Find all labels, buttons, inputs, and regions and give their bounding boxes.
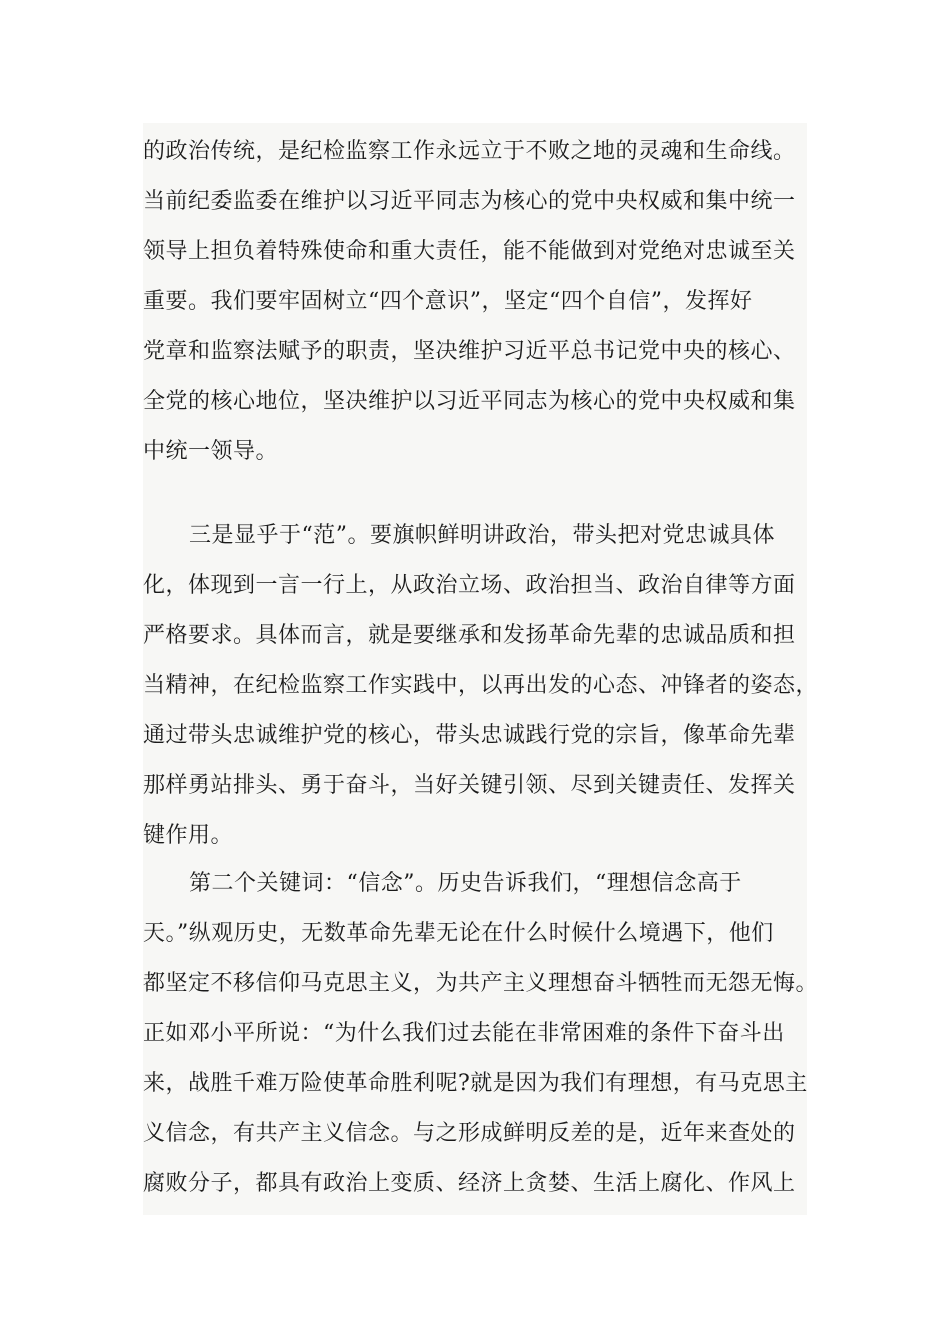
paragraph-2 (143, 511, 819, 861)
text-line: 键作用。 (143, 823, 234, 848)
text-line: 第二个关键词：“信念”。历史告诉我们，“理想信念高于 (189, 871, 742, 896)
text-line: 重要。我们要牢固树立“四个意识”，坚定“四个自信”，发挥好 (143, 289, 753, 314)
text-line: 天。”纵观历史，无数革命先辈无论在什么时候什么境遇下，他们 (143, 921, 774, 946)
text-line: 三是显乎于“范”。要旗帜鲜明讲政治，带头把对党忠诚具体 (189, 523, 775, 548)
text-line: 当前纪委监委在维护以习近平同志为核心的党中央权威和集中统一 (143, 189, 796, 214)
text-line: 来，战胜千难万险使革命胜利呢?就是因为我们有理想，有马克思主 (143, 1071, 808, 1096)
paragraph-3 (143, 859, 819, 1209)
text-line: 全党的核心地位，坚决维护以习近平同志为核心的党中央权威和集 (143, 389, 796, 414)
paragraph-1 (143, 127, 807, 477)
text-line: 正如邓小平所说：“为什么我们过去能在非常困难的条件下奋斗出 (143, 1021, 785, 1046)
text-line: 领导上担负着特殊使命和重大责任，能不能做到对党绝对忠诚至关 (143, 239, 796, 264)
text-line: 党章和监察法赋予的职责，坚决维护习近平总书记党中央的核心、 (143, 339, 796, 364)
text-line: 那样勇站排头、勇于奋斗，当好关键引领、尽到关键责任、发挥关 (143, 773, 796, 798)
text-line: 化，体现到一言一行上，从政治立场、政治担当、政治自律等方面 (143, 573, 796, 598)
text-line: 通过带头忠诚维护党的核心，带头忠诚践行党的宗旨，像革命先辈 (143, 723, 796, 748)
text-line: 的政治传统，是纪检监察工作永远立于不败之地的灵魂和生命线。 (143, 139, 796, 164)
text-line: 当精神，在纪检监察工作实践中，以再出发的心态、冲锋者的姿态， (143, 673, 819, 698)
text-line: 腐败分子，都具有政治上变质、经济上贪婪、生活上腐化、作风上 (143, 1171, 796, 1196)
document-body (143, 123, 819, 1215)
text-line: 义信念，有共产主义信念。与之形成鲜明反差的是，近年来查处的 (143, 1121, 796, 1146)
text-line: 严格要求。具体而言，就是要继承和发扬革命先辈的忠诚品质和担 (143, 623, 796, 648)
text-line: 中统一领导。 (143, 439, 279, 464)
text-line: 都坚定不移信仰马克思主义，为共产主义理想奋斗牺牲而无怨无悔。 (143, 971, 819, 996)
